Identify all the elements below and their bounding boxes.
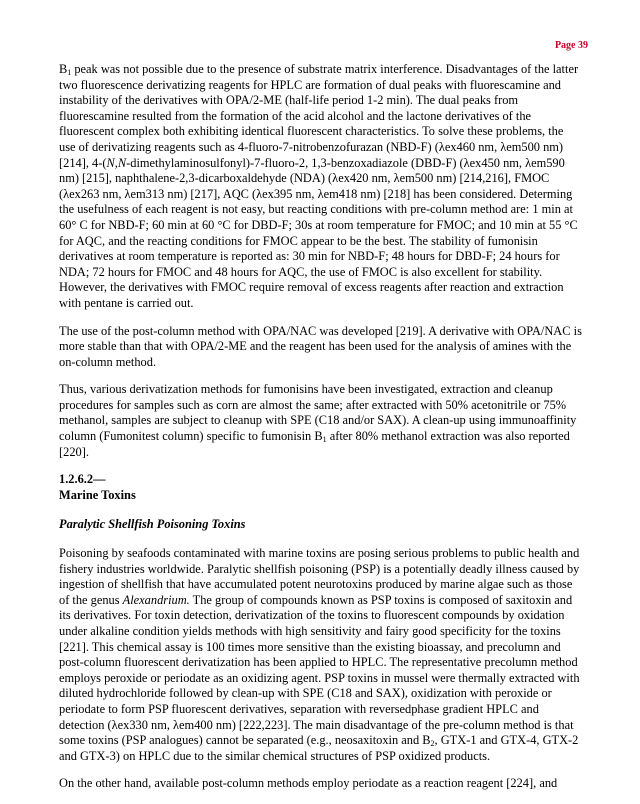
page-number: Page 39 — [554, 40, 588, 51]
subscript: 2 — [430, 739, 435, 749]
subscript: 1 — [322, 435, 327, 445]
paragraph-post-column-opa: The use of the post-column method with OPA/NAC was developed [219]. A derivative with OPA/NAC is more stable than that with OPA/2-ME and the reagent has been used for the analysis of amines with the on-column method. — [59, 323, 582, 369]
text-run: The group of compounds known as PSP toxins is composed of saxitoxin and its derivatives. For toxin detection, derivatization of the toxins to fluorescent compounds by oxidation under alkaline condition yields methods with high sensitivity and fairy good specificity for the toxins [221]. This chemical assay is 100 times more sensitive than the existing bioassay, and precolumn and post-column fluorescent derivatization has been applied to HPLC. The representative precolumn method employs peroxide or periodate as an oxidizing agent. PSP toxins in mussel were thermally extracted with diluted hydrochloride followed by clean-up with SPE (C18 and SAX), oxidization with peroxide or periodate to form PSP fluorescent derivatives, separation with reversedphase gradient HPLC and detection (λex330 nm, λem400 nm) [222,223]. The main disadvantage of the pre-column method is that some toxins (PSP analogues) cannot be separated (e.g., neosaxitoxin and B — [59, 592, 580, 748]
subscript: 1 — [67, 68, 72, 77]
section-number: 1.2.6.2— — [59, 472, 106, 487]
text-run: , GTX-1 and GTX-4, GTX-2 and GTX-3) on HPLC due to the similar chemical structures of PSP oxidized products. — [59, 733, 579, 763]
section-title: Marine Toxins — [59, 487, 136, 502]
text-run: B — [59, 62, 68, 76]
text-run: Thus, various derivatization methods for fumonisins have been investigated, extraction and cleanup procedures for samples such as corn are almost the same; after extracted with 50% acetonitrile or 75% methanol, samples are subject to cleanup with SPE (C18 and/or SAX). A clean-up using immunoaffinity column (Fumonitest column) specific to fumonisin B — [59, 382, 577, 444]
text-run: peak was not possible due to the presence of substrate matrix interference. Disadvantages of the latter two fluorescence derivatizing reagents for HPLC are formation of dual peaks with fluorescamine and instability of the derivatives with OPA/2-ME (half-life period 1-2 min). The dual peaks from fluorescamine resulted from the formation of the acid alcohol and the lactone derivatives of the fluorescent complex both exhibiting identical fluorescent characteristics. To solve these problems, the use of derivatizing reagents such as 4-fluoro-7-nitrobenzofurazan (NBD-F) (λex460 nm, λem500 nm) [214], 4-( — [59, 62, 579, 170]
italic-text: N,N — [106, 155, 127, 170]
text-run: Poisoning by seafoods contaminated with marine toxins are posing serious problems to public health and fishery industries worldwide. Paralytic shellfish poisoning (PSP) is a potentially deadly illness caused by ingestion of shellfish that have accumulated potent neurotoxins produced by marine algae such as those of the genus — [59, 546, 580, 607]
paragraph-cleanup-procedures — [59, 382, 582, 460]
text-run: -dimethylaminosulfonyl)-7-fluoro-2, 1,3-benzoxadiazole (DBD-F) (λex450 nm, λem590 nm) [215], naphthalene-2,3-dicarboxaldehyde (NDA) (λex420 nm, λem500 nm) [214,216], FMOC (λex263 nm, λem313 nm) [217], AQC (λex395 nm, λem418 nm) [218] has been considered. Determing the usefulness of each reagent is not easy, but reacting conditions with pre-column method are: 1 min at 60° C for NBD-F; 60 min at 60 °C for DBD-F; 30s at room temperature for FMOC; and 10 min at 55 °C for AQC, and the reacting conditions for FMOC appear to be the best. The stability of fumonisin derivatives at room temperature is reported as: 30 min for NBD-F; 48 hours for DBD-F; 24 hours for NDA; 72 hours for FMOC and 48 hours for AQC, the use of FMOC is also excellent for stability. However, the derivatives with FMOC require removal of excess reagents after reaction and extraction with pentane is carried out. — [59, 155, 578, 310]
italic-text: Alexandrium. — [122, 592, 190, 607]
paragraph-psp-toxins — [59, 546, 582, 764]
paragraph-post-column-methods: On the other hand, available post-column methods employ periodate as a reaction reagent [224], and — [59, 776, 558, 791]
subsection-title: Paralytic Shellfish Poisoning Toxins — [59, 517, 246, 532]
page-content — [59, 62, 582, 804]
paragraph-derivatization-reagents — [59, 62, 582, 312]
text-run: after 80% methanol extraction was also reported [220]. — [59, 429, 570, 459]
